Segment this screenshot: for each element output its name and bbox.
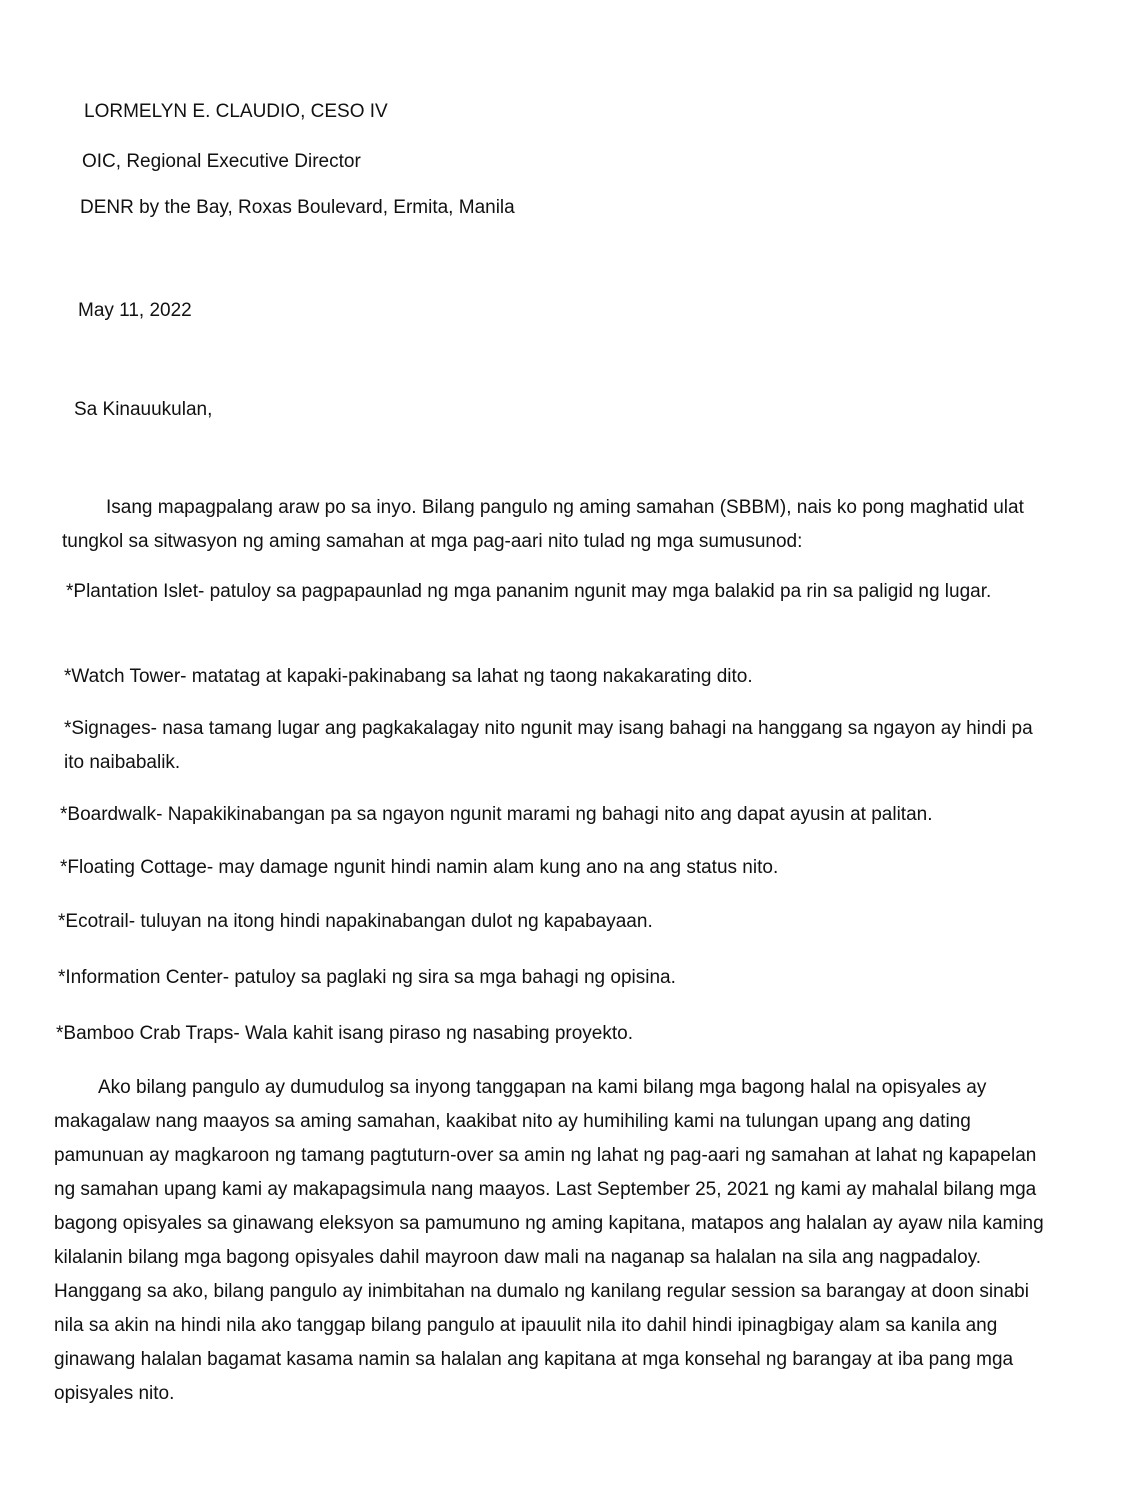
list-item: *Information Center- patuloy sa paglaki ng sira sa mga bahagi ng opisina. <box>58 967 676 988</box>
list-item: *Boardwalk- Napakikinabangan pa sa ngayon ngunit marami ng bahagi nito ang dapat ayusin at palitan. <box>60 804 933 825</box>
list-item: *Signages- nasa tamang lugar ang pagkakalagay nito ngunit may isang bahagi na hanggang sa ngayon ay hindi pa ito naibabalik. <box>64 718 1033 773</box>
list-item: *Ecotrail- tuluyan na itong hindi napakinabangan dulot ng kapabayaan. <box>58 911 653 932</box>
intro-paragraph: Isang mapagpalang araw po sa inyo. Bilang pangulo ng aming samahan (SBBM), nais ko pong maghatid ulat tungkol sa sitwasyon ng aming samahan at mga pag-aari nito tulad ng mga sumusunod: <box>62 497 1024 552</box>
recipient-name: LORMELYN E. CLAUDIO, CESO IV <box>84 101 388 122</box>
list-item: *Watch Tower- matatag at kapaki-pakinabang sa lahat ng taong nakakarating dito. <box>64 666 753 687</box>
recipient-address: DENR by the Bay, Roxas Boulevard, Ermita, Manila <box>80 197 515 218</box>
list-item: *Plantation Islet- patuloy sa pagpapaunlad ng mga pananim ngunit may mga balakid pa rin sa paligid ng lugar. <box>66 581 992 602</box>
list-item: *Floating Cottage- may damage ngunit hindi namin alam kung ano na ang status nito. <box>60 857 779 878</box>
list-item: *Bamboo Crab Traps- Wala kahit isang piraso ng nasabing proyekto. <box>56 1023 633 1044</box>
recipient-title: OIC, Regional Executive Director <box>82 151 361 172</box>
body-paragraph: Ako bilang pangulo ay dumudulog sa inyong tanggapan na kami bilang mga bagong halal na opisyales ay makagalaw nang maayos sa aming samahan, kaakibat nito ay humihiling kami na tulungan upang ang dating pamunuan ay magkaroon ng tamang pagtuturn-over sa amin ng lahat ng pag-aari ng samahan at lahat ng kapapelan ng samahan upang kami ay makapagsimula nang maayos. Last September 25, 2021 ng kami ay mahalal bilang mga bagong opisyales sa ginawang eleksyon sa pamumuno ng aming kapitana, matapos ang halalan ay ayaw nila kaming kilalanin bilang mga bagong opisyales dahil mayroon daw mali na naganap sa halalan na sila ang nagpadaloy. Hanggang sa ako, bilang pangulo ay inimbitahan na dumalo ng kanilang regular session sa barangay at doon sinabi nila sa akin na hindi nila ako tanggap bilang pangulo at ipauulit nila ito dahil hindi ipinagbigay alam sa kanila ang ginawang halalan bagamat kasama namin sa halalan ang kapitana at mga konsehal ng barangay at iba pang mga opisyales nito. <box>54 1077 1044 1404</box>
salutation: Sa Kinauukulan, <box>74 399 213 420</box>
letter-date: May 11, 2022 <box>78 300 192 321</box>
